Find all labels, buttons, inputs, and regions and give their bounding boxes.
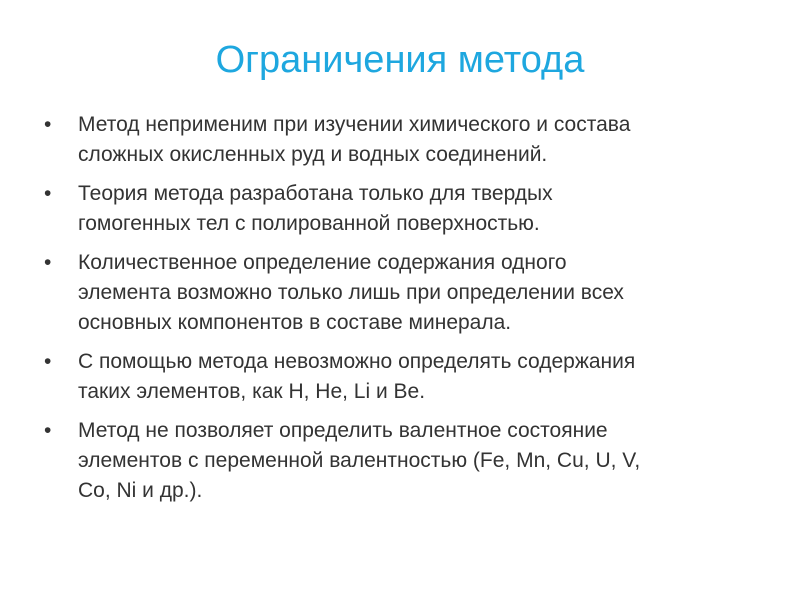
bullet-line: Co, Ni и др.). [78,479,203,502]
bullet-item [44,179,744,239]
bullet-line: Метод неприменим при изучении химического и состава [78,113,631,136]
bullet-marker: • [44,350,52,373]
bullet-list [44,110,744,515]
bullet-line: сложных окисленных руд и водных соединений. [78,143,548,166]
slide-title: Ограничения метода [215,39,585,81]
bullet-line: Теория метода разработана только для твердых [78,182,553,205]
bullet-line: гомогенных тел с полированной поверхностью. [78,212,540,235]
bullet-marker: • [44,251,52,274]
bullet-item [44,110,744,170]
bullet-line: элемента возможно только лишь при определении всех [78,281,624,304]
bullet-line: элементов с переменной валентностью (Fe, Mn, Cu, U, V, [78,449,641,472]
bullet-line: основных компонентов в составе минерала. [78,311,512,334]
bullet-line: Метод не позволяет определить валентное состояние [78,419,608,442]
bullet-marker: • [44,419,52,442]
bullet-marker: • [44,182,52,205]
bullet-line: Количественное определение содержания одного [78,251,567,274]
bullet-item [44,416,744,506]
bullet-marker: • [44,113,52,136]
bullet-line: таких элементов, как H, He, Li и Be. [78,380,426,403]
bullet-line: С помощью метода невозможно определять содержания [78,350,636,373]
bullet-item [44,347,744,407]
bullet-item [44,248,744,338]
